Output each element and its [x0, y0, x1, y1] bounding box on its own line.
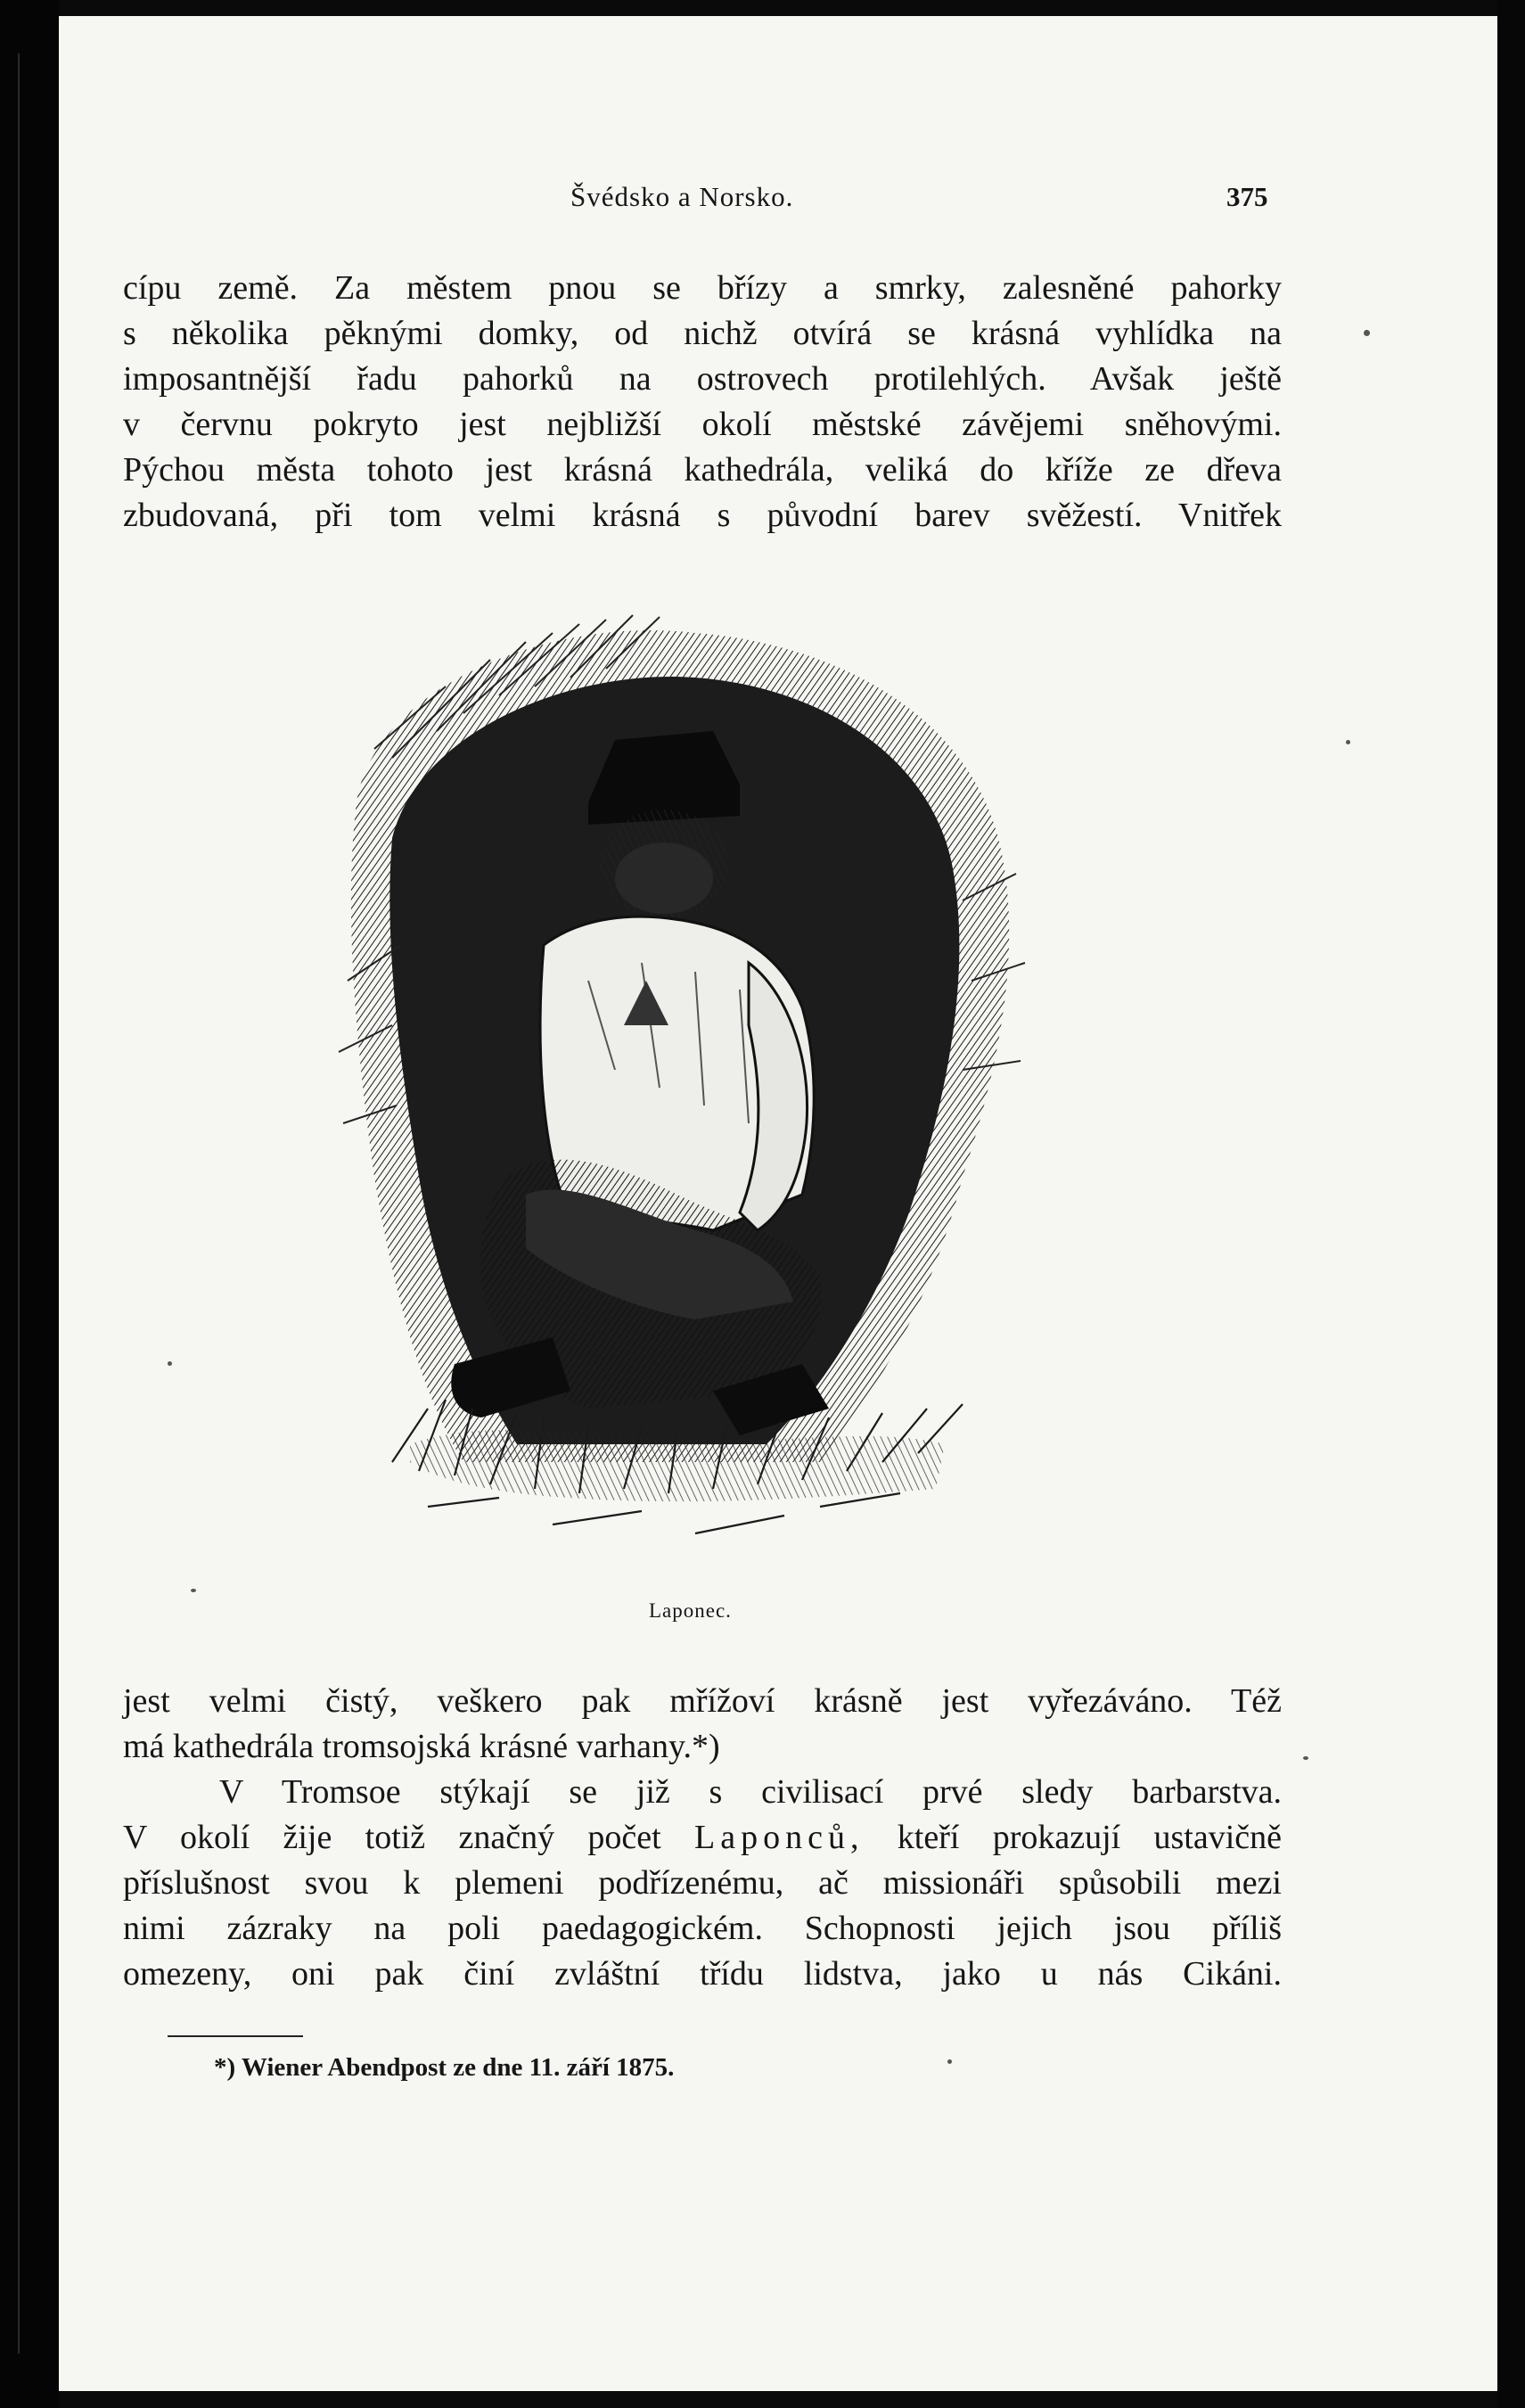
footnote: *) Wiener Abendpost ze dne 11. září 1875. — [214, 2053, 675, 2082]
scan-speck — [168, 1361, 172, 1366]
scan-speck — [1303, 1756, 1308, 1760]
engraving-illustration — [321, 606, 1034, 1578]
text-line: s několika pěknými domky, od nichž otvírá se krásná vyhlídka na — [123, 315, 1282, 352]
scan-speck — [947, 2059, 952, 2064]
binding-shadow — [18, 53, 20, 2354]
text-line: jest velmi čistý, veškero pak mřížoví krásně jest vyřezáváno. Též — [123, 1682, 1282, 1720]
text-line: Pýchou města tohoto jest krásná kathedrála, veliká do kříže ze dřeva — [123, 451, 1282, 489]
paragraph-bottom — [123, 1679, 1282, 1997]
footnote-rule — [168, 2035, 303, 2037]
figure-caption: Laponec. — [649, 1599, 732, 1622]
scan-speck — [191, 1589, 196, 1592]
text-line: omezeny, oni pak činí zvláštní třídu lidstva, jako u nás Cikáni. — [123, 1955, 1282, 1993]
spaced-word: Laponců, — [694, 1819, 865, 1856]
text-line: zbudovaná, při tom velmi krásná s původní barev svěžestí. Vnitřek — [123, 497, 1282, 534]
text-line: v červnu pokryto jest nejbližší okolí městské závějemi sněhovými. — [123, 406, 1282, 443]
page-right-edge — [1497, 0, 1525, 2408]
scan-speck — [1364, 330, 1370, 336]
text-line: cípu země. Za městem pnou se břízy a smrky, zalesněné pahorky — [123, 269, 1282, 307]
page-left-edge — [0, 0, 59, 2408]
text-line — [123, 1815, 1282, 1861]
text-line: V Tromsoe stýkají se již s civilisací prvé sledy barbarstva. — [219, 1773, 1282, 1811]
text-line: má kathedrála tromsojská krásné varhany.*) — [123, 1728, 720, 1765]
text-line: imposantnější řadu pahorků na ostrovech protilehlých. Avšak ještě — [123, 360, 1282, 398]
text-line: příslušnost svou k plemeni podřízenému, ač missionáři spůsobili mezi — [123, 1864, 1282, 1902]
running-head: Švédsko a Norsko. — [570, 181, 794, 212]
page-number: 375 — [1226, 181, 1268, 212]
engraving-image — [321, 606, 1034, 1578]
scan-speck — [1346, 740, 1350, 744]
text-segment: V okolí žije totiž značný počet — [123, 1819, 661, 1856]
text-line: nimi zázraky na poli paedagogickém. Schopnosti jejich jsou příliš — [123, 1910, 1282, 1947]
paragraph-top — [123, 266, 1282, 538]
text-segment: kteří prokazují ustavičně — [897, 1819, 1283, 1856]
